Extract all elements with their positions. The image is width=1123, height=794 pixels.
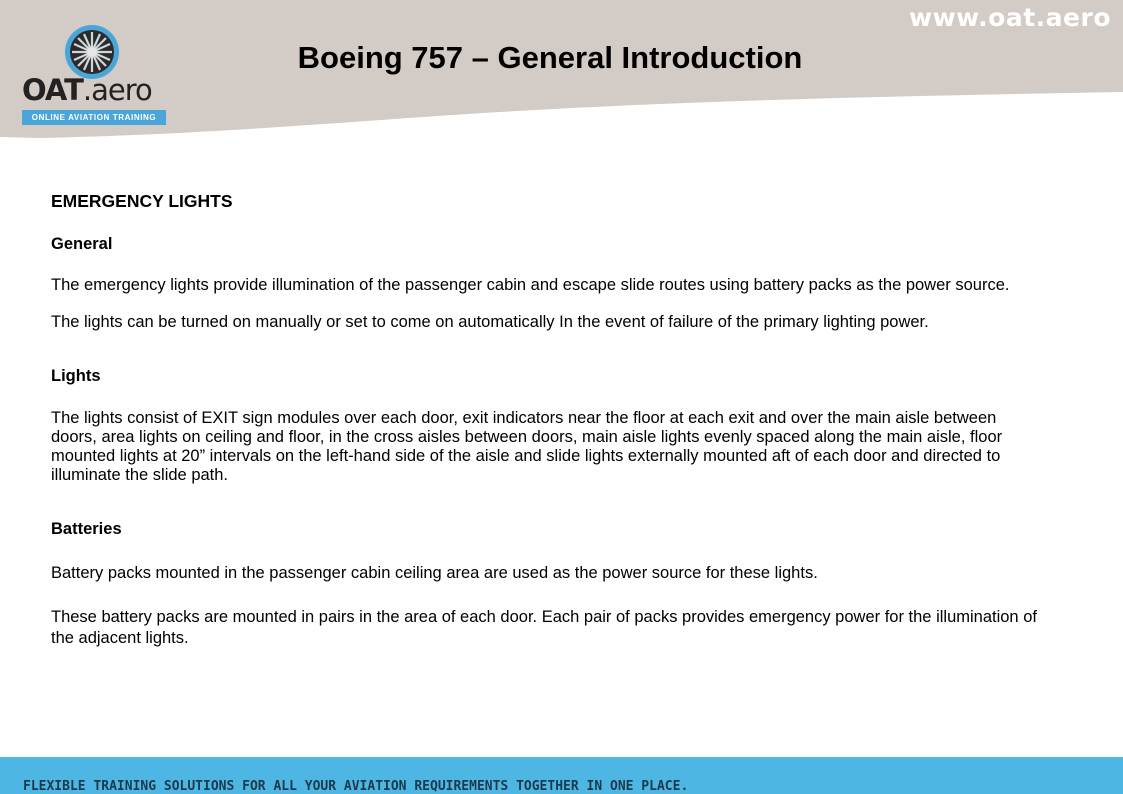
general-paragraph-2: The lights can be turned on manually or set to come on automatically In the event of failure of the primary lighting power. — [51, 313, 929, 331]
batteries-paragraph-2: These battery packs are mounted in pairs in the area of each door. Each pair of packs provides emergency power for the illumination of the adjacent lights. — [51, 608, 1037, 647]
site-url: www.oat.aero — [908, 3, 1111, 32]
main-content — [51, 192, 1041, 649]
lights-paragraph: The lights consist of EXIT sign modules over each door, exit indicators near the floor at each exit and over the main aisle between doors, area lights on ceiling and floor, in the cross aisles between doors, main aisle lights evenly spaced along the main aisle, floor mounted lights at 20” intervals on the left-hand side of the aisle and slide lights externally mounted aft of each door and directed to illuminate the slide path. — [51, 409, 1003, 484]
page-title: Boeing 757 – General Introduction — [297, 40, 803, 75]
footer-slogan: FLEXIBLE TRAINING SOLUTIONS FOR ALL YOUR AVIATION REQUIREMENTS TOGETHER IN ONE PLACE. — [23, 779, 689, 794]
logo-wordmark: OAT.aero — [22, 73, 152, 107]
general-heading: General — [51, 235, 113, 253]
lights-heading: Lights — [51, 367, 101, 385]
jet-engine-icon — [64, 24, 120, 80]
footer-band — [0, 757, 1123, 794]
logo-tagline: ONLINE AVIATION TRAINING — [22, 110, 166, 125]
section-title: EMERGENCY LIGHTS — [51, 191, 233, 211]
batteries-paragraph-1: Battery packs mounted in the passenger cabin ceiling area are used as the power source for these lights. — [51, 564, 818, 582]
general-paragraph-1: The emergency lights provide illumination of the passenger cabin and escape slide routes using battery packs as the power source. — [51, 276, 1010, 294]
batteries-heading: Batteries — [51, 520, 122, 538]
oat-aero-logo — [22, 24, 168, 128]
